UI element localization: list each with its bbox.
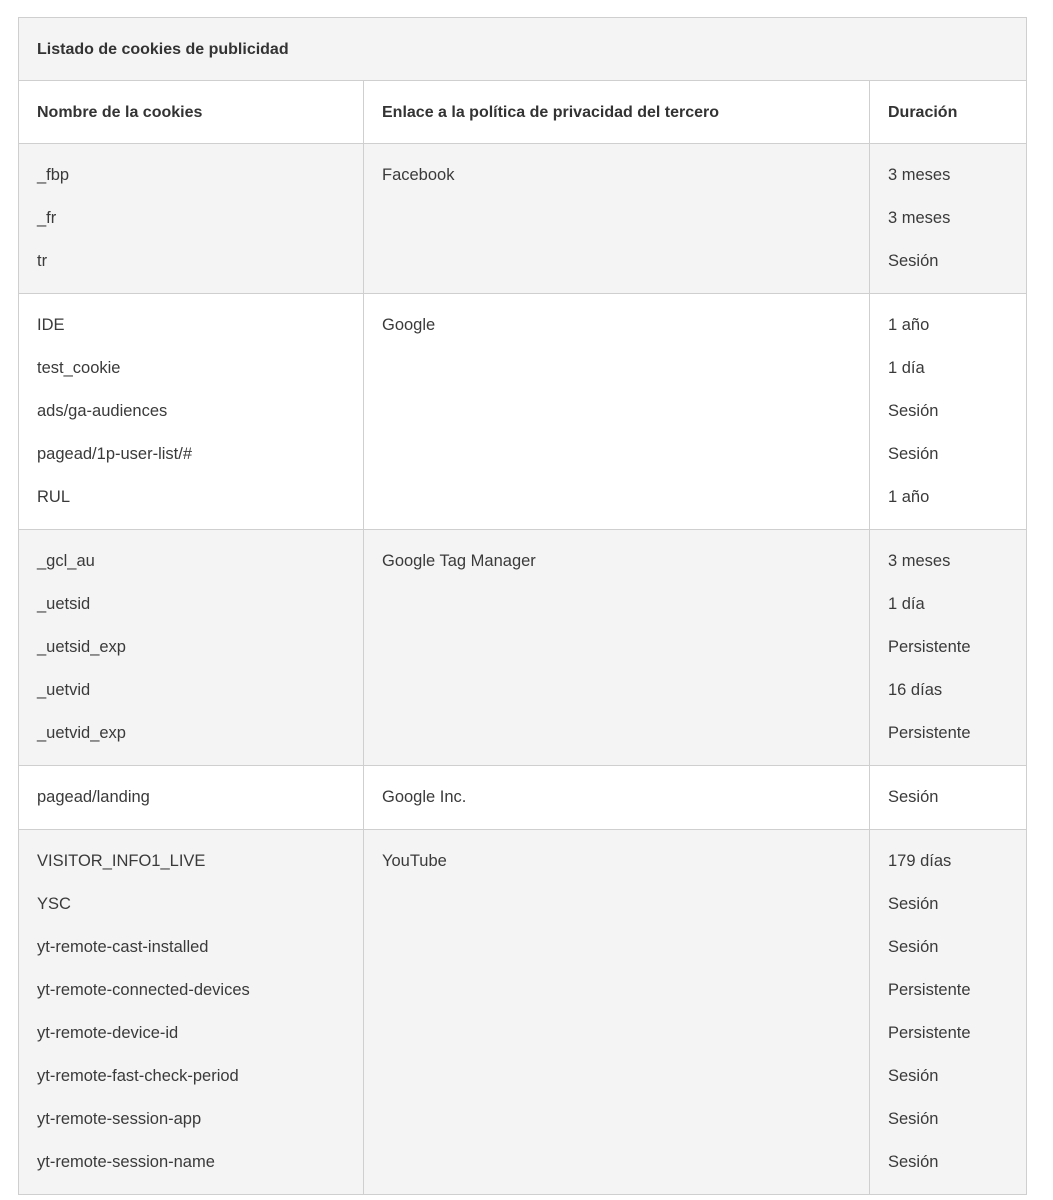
cookie-name: pagead/1p-user-list/# [37, 445, 193, 463]
cookie-name: tr [37, 252, 48, 270]
cookie-duration: 179 días [888, 852, 952, 870]
cookie-name: test_cookie [37, 359, 121, 377]
cookie-duration: Sesión [888, 252, 939, 270]
header-duration: Duración [870, 81, 1027, 144]
cookie-name: yt-remote-session-name [37, 1153, 215, 1171]
cookie-name: RUL [37, 488, 71, 506]
durations-cell [870, 766, 1027, 830]
cookie-name: _uetvid_exp [37, 724, 126, 742]
cookie-name: yt-remote-fast-check-period [37, 1067, 239, 1085]
cookie-name: _gcl_au [37, 552, 95, 570]
provider-cell [364, 766, 870, 830]
provider-name: Google Inc. [382, 788, 467, 806]
cookie-name: _uetsid [37, 595, 91, 613]
cookie-duration: Sesión [888, 895, 939, 913]
cookie-names-cell [19, 144, 364, 294]
cookie-duration: Sesión [888, 788, 939, 806]
provider-name: Facebook [382, 166, 455, 184]
cookie-names-cell [19, 530, 364, 766]
provider-cell [364, 530, 870, 766]
cookie-duration: Persistente [888, 638, 971, 656]
table-header-row [19, 81, 1027, 144]
provider-cell [364, 294, 870, 530]
cookie-duration: 1 año [888, 488, 930, 506]
cookie-name: yt-remote-cast-installed [37, 938, 209, 956]
table-row [19, 830, 1027, 1195]
table-row [19, 144, 1027, 294]
cookie-names-cell [19, 294, 364, 530]
provider-cell [364, 830, 870, 1195]
cookies-table-container [18, 17, 1026, 1195]
cookie-duration: Persistente [888, 1024, 971, 1042]
cookie-duration: 1 día [888, 595, 925, 613]
durations-cell [870, 830, 1027, 1195]
cookie-name: yt-remote-session-app [37, 1110, 202, 1128]
cookie-name: _fbp [37, 166, 70, 184]
cookie-names-cell [19, 830, 364, 1195]
cookie-name: VISITOR_INFO1_LIVE [37, 852, 206, 870]
header-cookie-name: Nombre de la cookies [19, 81, 364, 144]
cookie-duration: 1 año [888, 316, 930, 334]
cookie-name: _uetvid [37, 681, 91, 699]
cookie-duration: 3 meses [888, 166, 951, 184]
table-caption: Listado de cookies de publicidad [19, 18, 1027, 81]
table-body [19, 144, 1027, 1195]
header-privacy-policy: Enlace a la política de privacidad del tercero [364, 81, 870, 144]
cookie-duration: 1 día [888, 359, 925, 377]
cookie-name: yt-remote-device-id [37, 1024, 179, 1042]
cookie-duration: Sesión [888, 445, 939, 463]
cookie-duration: Sesión [888, 938, 939, 956]
cookie-duration: 16 días [888, 681, 943, 699]
cookie-duration: Sesión [888, 1153, 939, 1171]
provider-name: Google Tag Manager [382, 552, 536, 570]
cookie-duration: Persistente [888, 724, 971, 742]
cookie-duration: Sesión [888, 1067, 939, 1085]
cookie-names-cell [19, 766, 364, 830]
durations-cell [870, 144, 1027, 294]
table-row [19, 294, 1027, 530]
durations-cell [870, 294, 1027, 530]
advertising-cookies-table [18, 17, 1027, 1195]
cookie-name: _fr [37, 209, 57, 227]
table-caption-row [19, 18, 1027, 81]
provider-cell [364, 144, 870, 294]
cookie-name: _uetsid_exp [37, 638, 126, 656]
cookie-duration: Sesión [888, 402, 939, 420]
cookie-duration: 3 meses [888, 209, 951, 227]
cookie-name: YSC [37, 895, 71, 913]
cookie-name: pagead/landing [37, 788, 150, 806]
cookie-duration: Persistente [888, 981, 971, 999]
provider-name: Google [382, 316, 436, 334]
cookie-duration: 3 meses [888, 552, 951, 570]
provider-name: YouTube [382, 852, 447, 870]
table-row [19, 530, 1027, 766]
durations-cell [870, 530, 1027, 766]
cookie-name: IDE [37, 316, 65, 334]
cookie-name: yt-remote-connected-devices [37, 981, 250, 999]
table-row [19, 766, 1027, 830]
cookie-name: ads/ga-audiences [37, 402, 168, 420]
cookie-duration: Sesión [888, 1110, 939, 1128]
